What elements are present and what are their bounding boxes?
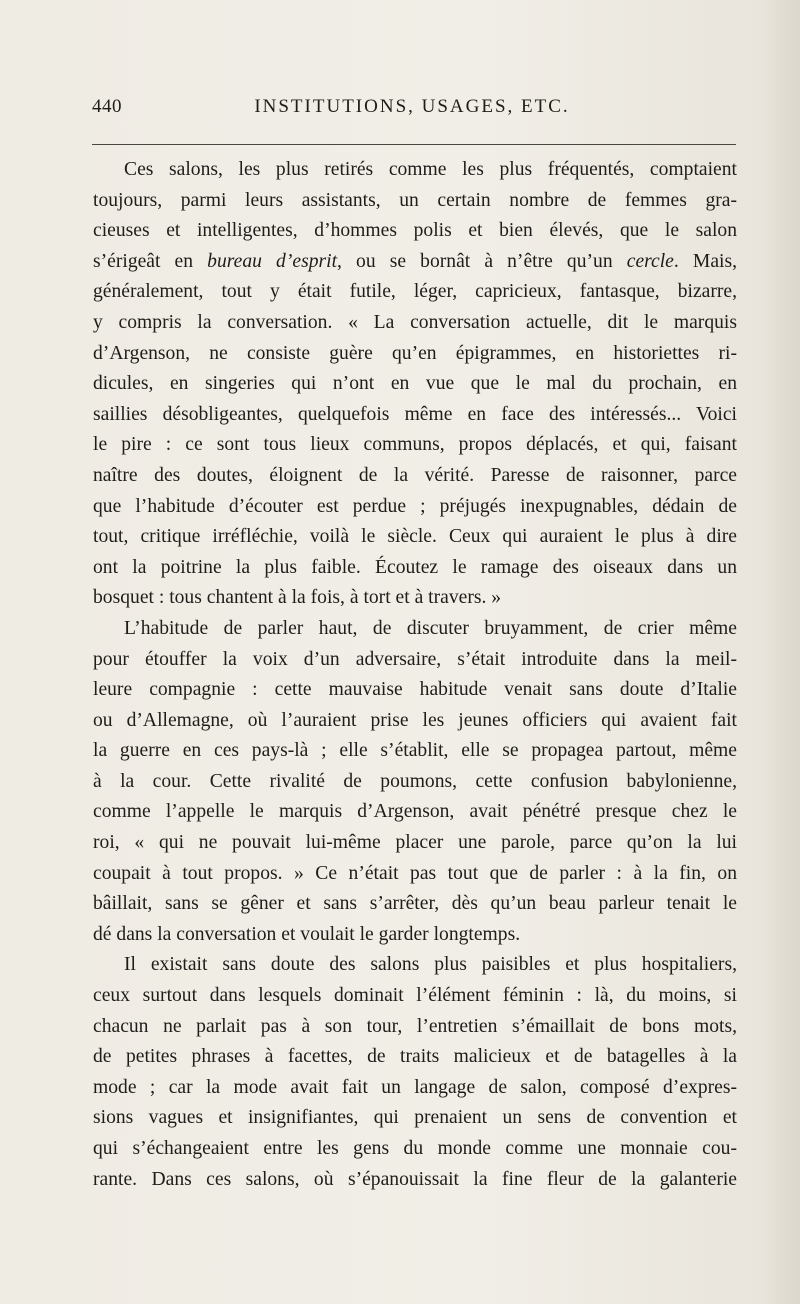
text-line: sions vagues et insignifiantes, qui prenaient un sens de convention et — [93, 1107, 737, 1129]
text-line: ceux surtout dans lesquels dominait l’élément féminin : là, du moins, si — [93, 985, 737, 1007]
text-line: roi, « qui ne pouvait lui-même placer une parole, parce qu’on la lui — [93, 832, 737, 854]
text-line: comme l’appelle le marquis d’Argenson, avait pénétré presque chez le — [93, 801, 737, 823]
page-number: 440 — [92, 96, 122, 117]
text-line: naître des doutes, éloignent de la vérité. Paresse de raisonner, parce — [93, 464, 737, 486]
italic-term-cercle: cercle — [626, 250, 674, 272]
text-line: saillies désobligeantes, quelquefois même en face des intéressés... Voici — [93, 403, 737, 425]
body-text — [93, 155, 737, 1195]
text-line: ont la poitrine la plus faible. Écoutez le ramage des oiseaux dans un — [93, 556, 737, 578]
text-line: bosquet : tous chantent à la fois, à tort et à travers. » — [93, 587, 502, 609]
text-line: que l’habitude d’écouter est perdue ; préjugés inexpugnables, dédain de — [93, 495, 737, 517]
running-title: INSTITUTIONS, USAGES, ETC. — [254, 96, 570, 117]
text-line: à la cour. Cette rivalité de poumons, cette confusion babylonienne, — [93, 770, 737, 792]
text-line — [93, 247, 737, 278]
text-line: Ces salons, les plus retirés comme les plus fréquentés, comptaient — [124, 159, 737, 180]
text-line: pour étouffer la voix d’un adversaire, s’était introduite dans la meil- — [93, 648, 737, 670]
text-line: dicules, en singeries qui n’ont en vue que le mal du prochain, en — [93, 373, 737, 395]
text-line: Il existait sans doute des salons plus paisibles et plus hospitaliers, — [124, 954, 737, 976]
text-run: , ou se bornât à n’être qu’un — [337, 250, 627, 272]
header-rule — [92, 144, 736, 145]
text-run: s’érigeât en — [93, 250, 208, 272]
text-line: rante. Dans ces salons, où s’épanouissait la fine fleur de la galanterie — [93, 1168, 737, 1190]
text-line: coupait à tout propos. » Ce n’était pas tout que de parler : à la fin, on — [93, 862, 737, 884]
text-line: dé dans la conversation et voulait le garder longtemps. — [93, 923, 521, 945]
text-line: bâillait, sans se gêner et sans s’arrêter, dès qu’un beau parleur tenait le — [93, 893, 737, 915]
text-line: généralement, tout y était futile, léger, capricieux, fantasque, bizarre, — [93, 281, 737, 303]
page-header — [92, 96, 732, 126]
text-line: y compris la conversation. « La conversation actuelle, dit le marquis — [93, 311, 737, 333]
text-line: chacun ne parlait pas à son tour, l’entretien s’émaillait de bons mots, — [93, 1015, 737, 1037]
text-line: de petites phrases à facettes, de traits malicieux et de batagelles à la — [93, 1046, 737, 1068]
text-line: d’Argenson, ne consiste guère qu’en épigrammes, en historiettes ri- — [93, 342, 737, 364]
text-line: mode ; car la mode avait fait un langage de salon, composé d’expres- — [93, 1076, 737, 1098]
text-line: L’habitude de parler haut, de discuter bruyamment, de crier même — [124, 617, 737, 639]
text-line: toujours, parmi leurs assistants, un certain nombre de femmes gra- — [93, 189, 737, 211]
text-line: ou d’Allemagne, où l’auraient prise les jeunes officiers qui avaient fait — [93, 709, 737, 731]
text-line: cieuses et intelligentes, d’hommes polis et bien élevés, que le salon — [93, 220, 737, 242]
italic-term-bureau-d-esprit: bureau d’esprit — [207, 250, 338, 272]
text-line: qui s’échangeaient entre les gens du monde comme une monnaie cou- — [93, 1138, 737, 1159]
text-line: tout, critique irréfléchie, voilà le siècle. Ceux qui auraient le plus à dire — [93, 526, 737, 548]
text-line: le pire : ce sont tous lieux communs, propos déplacés, et qui, faisant — [93, 434, 737, 456]
text-run: . Mais, — [673, 250, 737, 272]
text-line: la guerre en ces pays-là ; elle s’établit, elle se propagea partout, même — [93, 740, 737, 762]
text-line: leure compagnie : cette mauvaise habitude venait sans doute d’Italie — [93, 679, 737, 701]
